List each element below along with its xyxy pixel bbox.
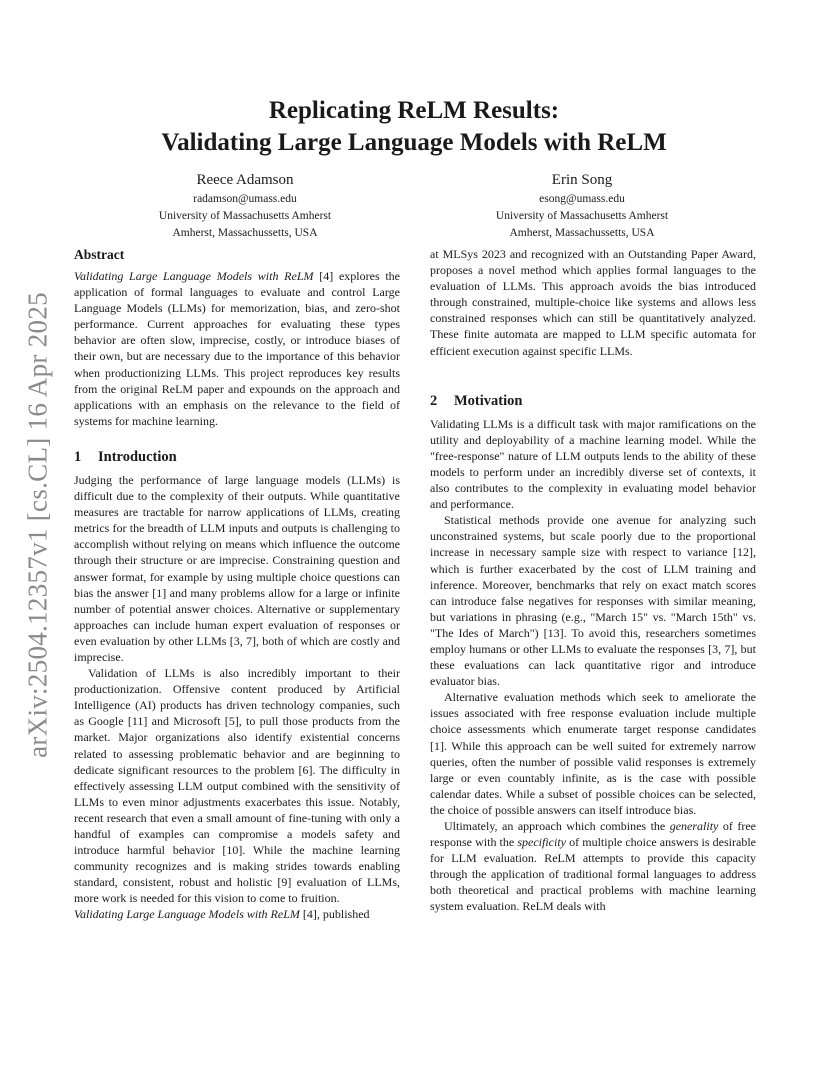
motivation-paragraph-1: Validating LLMs is a difficult task with major ramifications on the utility and deployability of a machine learning model. While the "free-response" nature of LLM outputs lends to the ability of these models to perform under an incredibly diverse set of contexts, it also contributes to the complexity in evaluating model behavior and performance. — [430, 416, 756, 512]
author-name: Reece Adamson — [196, 172, 294, 188]
intro-paragraph-3-text: [4], published — [299, 907, 370, 922]
motivation-p4-c: of free response with the — [430, 819, 756, 850]
section-heading-motivation — [430, 391, 756, 411]
author-affiliation: University of Massachusetts Amherst — [495, 210, 669, 222]
motivation-p4-e: of multiple choice answers is desirable for LLM evaluation. ReLM attempts to provide this capacity through the application of traditional formal languages to address both theoretical and practical problems with machine learning system evaluation. ReLM deals with — [430, 835, 756, 914]
motivation-paragraph-3: Alternative evaluation methods which seek to ameliorate the issues associated with free response evaluation include multiple choice assessments which enumerate target response candidates [1]. While this approach can be well suited for extremely narrow queries, often the number of possible valid responses is extremely large or even countably infinite, as is the case with possible calendar dates. While a subset of possible choices can be selected, the choice of possible answers can itself introduce bias. — [430, 690, 756, 817]
motivation-p4-a: Ultimately, an approach which combines the — [444, 819, 670, 833]
abstract-italic-title: Validating Large Language Models with ReLM — [74, 269, 314, 283]
section-heading-introduction — [74, 447, 400, 467]
continuation-paragraph: at MLSys 2023 and recognized with an Outstanding Paper Award, proposes a novel method which applies formal languages to the evaluation of LLMs. This approach avoids the bias introduced through constrained, multiple-choice like systems and allows less constrained responses which can still be quantitatively analyzed. These finite automata are mapped to LLM specific automata for efficient execution against specific LLMs. — [430, 247, 756, 358]
author-location: Amherst, Massachussetts, USA — [172, 227, 318, 239]
intro-paragraph-3 — [74, 906, 400, 922]
right-column — [430, 246, 756, 915]
author-email: radamson@umass.edu — [193, 193, 297, 205]
title-line-2: Validating Large Language Models with ReLM — [161, 129, 667, 156]
intro-italic-title: Validating Large Language Models with ReLM — [74, 907, 300, 922]
intro-paragraph-2: Validation of LLMs is also incredibly important to their productionization. Offensive content produced by Artificial Intelligence (AI) products has driven technology companies, such as Google [11] and Microsoft [5], to pull those products from the market. Major organizations also identify existential concerns related to assessing problematic behavior and are beginning to dedicate significant resources to the problem [6]. The difficulty in effectively assessing LLM output combined with the sensitivity of LLMs to even minor adjustments exacerbates this issue. Notably, recent research that even a small amount of fine-tuning with only a handful of examples can compromise a models safety and introduce harmful behavior [10]. While the machine learning community recognizes and is making strides towards enabling standard, consistent, robust and holistic [9] evaluation of LLMs, more work is needed for this vision to come to fruition. — [74, 666, 400, 906]
abstract-heading: Abstract — [74, 247, 125, 262]
section-title: Motivation — [454, 392, 523, 409]
intro-paragraph-1: Judging the performance of large language models (LLMs) is difficult due to the complexity of their outputs. While quantitative measures are tractable for narrow applications of LLMs, creating metrics for the breadth of LLM inputs and outputs is challenging to accomplish without relying on means which influence the outcome through their structure or are imprecise. Constraining question and answer format, for example by using multiple choice questions can bias the answer [1] and many problems allow for a large or infinite number of potential answer choices. Alternative or supplementary approaches can include human expert evaluation of responses or even evaluation by other LLMs [3, 7], both of which are costly and imprecise. — [74, 472, 400, 664]
section-title: Introduction — [98, 448, 177, 465]
motivation-paragraph-2: Statistical methods provide one avenue for analyzing such unconstrained systems, but scale poorly due to the proportional increase in necessary sample size with respect to variance [12], which is further exacerbated by the cost of LLM training and inference. Moreover, benchmarks that rely on exact match scores can introduce false negatives for responses with similar meaning, but variations in phrasing (e.g., "March 15" vs. "March 15th" vs. "The Ides of March") [13]. To avoid this, researchers sometimes employ humans or other LLMs to evaluate the responses [3, 7], but these evaluations can lack quantitative rigor and introduce evaluator bias. — [430, 513, 756, 689]
author-block-2 — [432, 171, 732, 242]
author-block-1 — [95, 171, 395, 242]
section-number: 2 — [430, 392, 438, 409]
arxiv-id-text: arXiv:2504.12357v1 [cs.CL] 16 Apr 2025 — [22, 292, 53, 758]
section-number: 1 — [74, 448, 82, 465]
motivation-p4-specificity: specificity — [517, 835, 566, 850]
abstract-text — [74, 268, 400, 429]
abstract-body: [4] explores the application of formal languages to evaluate and control Large Language Models (LLMs) for memorization, bias, and zero-shot performance. Current approaches for evaluating these types behavior are often slow, imprecise, costly, or introduce biases of their own, but are necessary due to the importance of this behavior when productionizing LLMs. This project reproduces key results from the original ReLM paper and expounds on the approach and applications with an emphasis on the relevance to the field of systems for machine learning. — [74, 269, 400, 428]
left-column — [74, 246, 400, 923]
author-location: Amherst, Massachussetts, USA — [509, 227, 655, 239]
motivation-p4-generality: generality — [669, 819, 719, 833]
arxiv-identifier — [18, 290, 58, 760]
paper-title — [74, 95, 754, 159]
title-line-1: Replicating ReLM Results: — [268, 97, 560, 124]
author-name: Erin Song — [551, 172, 613, 188]
author-email: esong@umass.edu — [539, 193, 625, 205]
author-affiliation: University of Massachusetts Amherst — [158, 210, 332, 222]
motivation-paragraph-4 — [430, 818, 756, 915]
